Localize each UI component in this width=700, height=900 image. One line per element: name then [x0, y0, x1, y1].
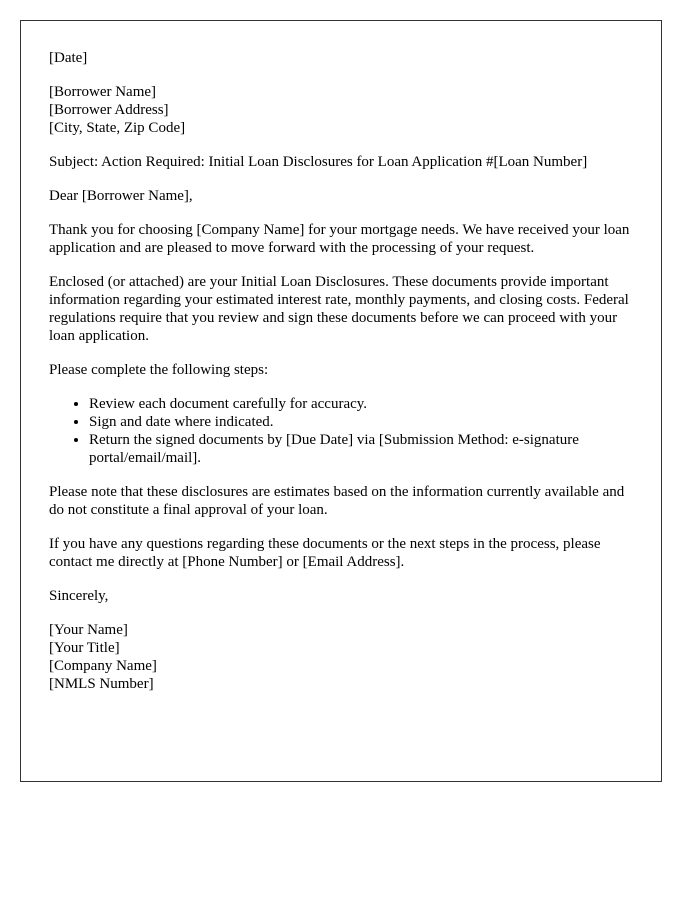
body-paragraph-contact: If you have any questions regarding these documents or the next steps in the process, please contact me directly at [Phone Number] or [Email Address].	[49, 536, 601, 570]
letter-sign-off: Sincerely,	[49, 588, 109, 604]
signature-title: [Your Title]	[49, 640, 120, 656]
recipient-city-state-zip: [City, State, Zip Code]	[49, 120, 186, 136]
recipient-name: [Borrower Name]	[49, 84, 157, 100]
body-paragraph-estimates-note: Please note that these disclosures are estimates based on the information currently available and do not constitute a final approval of your loan.	[49, 484, 625, 518]
step-item: • Review each document carefully for accuracy.	[89, 395, 633, 413]
body-paragraph-disclosures: Enclosed (or attached) are your Initial Loan Disclosures. These documents provide important information regarding your estimated interest rate, monthly payments, and closing costs. Federal regulations require that you review and sign these documents before we can proceed with your loan application.	[49, 274, 629, 344]
body-paragraph-intro: Thank you for choosing [Company Name] for your mortgage needs. We have received your loan application and are pleased to move forward with the processing of your request.	[49, 222, 630, 256]
body-paragraph-steps-intro: Please complete the following steps:	[49, 362, 269, 378]
signature-name: [Your Name]	[49, 622, 128, 638]
letter-page	[20, 20, 662, 782]
step-item: • Return the signed documents by [Due Date] via [Submission Method: e-signature portal/email/mail].	[89, 431, 633, 467]
signature-block	[49, 621, 633, 693]
letter-date: [Date]	[49, 50, 88, 66]
letter-salutation: Dear [Borrower Name],	[49, 188, 193, 204]
letter-subject: Subject: Action Required: Initial Loan Disclosures for Loan Application #[Loan Number]	[49, 154, 588, 170]
signature-nmls: [NMLS Number]	[49, 676, 154, 692]
step-item: • Sign and date where indicated.	[89, 413, 633, 431]
signature-company: [Company Name]	[49, 658, 157, 674]
recipient-address-block	[49, 83, 633, 137]
recipient-address: [Borrower Address]	[49, 102, 169, 118]
steps-list	[49, 395, 633, 467]
